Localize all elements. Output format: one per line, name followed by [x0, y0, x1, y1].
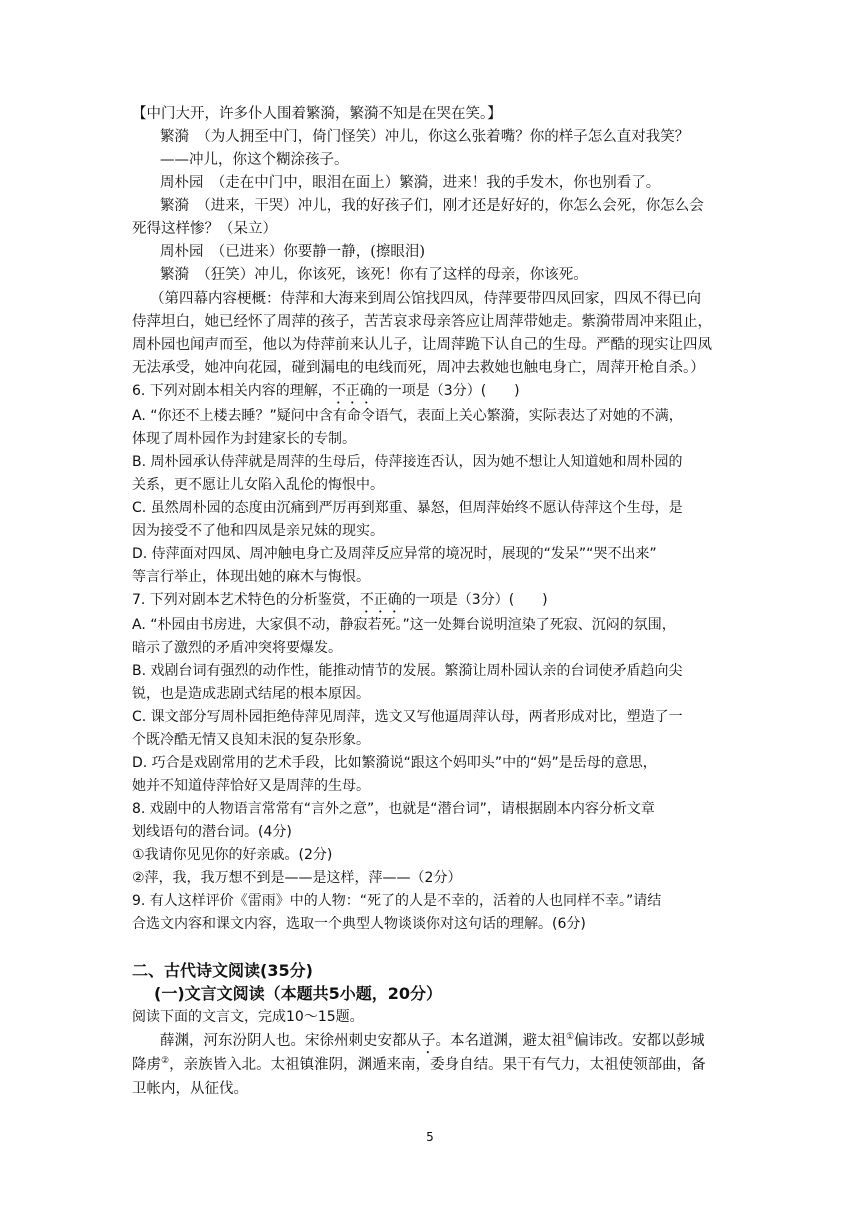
- option-d-line: 她并不知道侍萍恰好又是周萍的生母。: [132, 778, 370, 794]
- subsection-title: (一)文言文阅读（本题共5小题，20分）: [154, 984, 443, 1003]
- option-a-line: 体现了周朴园作为封建家长的专制。: [132, 431, 356, 447]
- option-d-line: 等言行举止，体现出她的麻木与悔恨。: [132, 569, 370, 585]
- script-line: 周朴园 （已进来）你要静一静，(擦眼泪): [160, 244, 426, 260]
- option-b-line: 锐，也是造成悲剧式结尾的根本原因。: [132, 686, 370, 702]
- script-line: 周朴园 （走在中门中，眼泪在面上）繁漪，进来！我的手发木，你也别看了。: [160, 175, 661, 191]
- option-b-line: B. 周朴园承认侍萍就是周萍的生母后，侍萍接连否认，因为她不想让人知道她和周朴园的: [132, 454, 683, 470]
- reading-instruction: 阅读下面的文言文，完成10～15题。: [132, 1009, 364, 1025]
- question-9: 合选文内容和课文内容，选取一个典型人物谈谈你对这句话的理解。(6分): [132, 916, 586, 932]
- emphasis-text: 不正确: [359, 592, 402, 608]
- option-b-line: 关系，更不愿让儿女陷入乱伦的悔恨中。: [132, 477, 384, 493]
- question-9: 9. 有人这样评价《雷雨》中的人物：“死了的人是不幸的，活着的人也同样不幸。”请结: [132, 893, 662, 909]
- script-line: 繁漪 （狂笑）冲儿，你该死，该死！你有了这样的母亲，你该死。: [160, 267, 588, 283]
- question-6: [132, 380, 732, 402]
- option-c-line: 因为接受不了他和四凤是亲兄妹的现实。: [132, 523, 384, 539]
- question-8-item: ②萍，我，我万想不到是——是这样，萍——（2分）: [132, 870, 462, 886]
- question-text: 7. 下列对剧本艺术特色的分析鉴赏，: [132, 592, 360, 608]
- option-c-line: 个既冷酷无情又良知未泯的复杂形象。: [132, 732, 370, 748]
- script-line: ——冲儿，你这个糊涂孩子。: [160, 152, 349, 168]
- script-line: 繁漪 （为人拥至中门，倚门怪笑）冲儿，你这么张着嘴？你的样子怎么直对我笑？: [160, 129, 690, 145]
- script-line: 繁漪 （进来，干哭）冲儿，我的好孩子们，刚才还是好好的，你怎么会死，你怎么会: [160, 198, 704, 214]
- classical-text-line: [132, 1054, 732, 1076]
- summary-line: （第四幕内容梗概：侍萍和大海来到周公馆找四凤，侍萍要带四凤回家，四凤不得已向: [150, 291, 701, 307]
- emphasis-text: 不正确: [331, 383, 374, 399]
- classical-text-line: 卫帐内，从征伐。: [132, 1081, 248, 1097]
- question-7: [132, 589, 732, 611]
- option-a-line: 暗示了激烈的矛盾冲突将要爆发。: [132, 640, 342, 656]
- page-number: 5: [426, 1130, 434, 1144]
- footnote-marker: ②: [161, 1056, 170, 1067]
- option-c-line: C. 课文部分写周朴园拒绝侍萍见周萍，选文又写他逼周萍认母，两者形成对比，塑造了一: [132, 709, 683, 725]
- emphasis-text: 子: [421, 1033, 436, 1049]
- text-span: ，亲族皆入北。太祖镇淮阴，渊遁来南，委身自结。果干有气力，太祖使领部曲，备: [169, 1057, 706, 1073]
- text-span: 。本名道渊，避太祖: [435, 1033, 566, 1049]
- question-8: 划线语句的潜台词。(4分): [132, 824, 292, 840]
- option-a-line: A. “朴园由书房进，大家俱不动，静寂若死。”这一处舞台说明渲染了死寂、沉闷的氛围，: [132, 617, 676, 633]
- footnote-marker: ①: [566, 1032, 575, 1043]
- question-8-item: ①我请你见见你的好亲戚。(2分): [132, 847, 333, 863]
- section-title: 二、古代诗文阅读(35分): [132, 961, 313, 980]
- option-b-line: B. 戏剧台词有强烈的动作性，能推动情节的发展。繁漪让周朴园认亲的台词使矛盾趋向尖: [132, 663, 683, 679]
- option-d-line: D. 巧合是戏剧常用的艺术手段，比如繁漪说“跟这个妈叩头”中的“妈”是岳母的意思，: [132, 755, 657, 771]
- question-8: 8. 戏剧中的人物语言常常有“言外之意”，也就是“潜台词”，请根据剧本内容分析文章: [132, 801, 655, 817]
- summary-line: 侍萍坦白，她已经怀了周萍的孩子，苦苦哀求母亲答应让周萍带她走。紫漪带周冲来阻止，: [132, 314, 712, 330]
- question-text: 6. 下列对剧本相关内容的理解，: [132, 383, 332, 399]
- classical-text-line: [160, 1030, 760, 1052]
- question-text: 的一项是（3分）( ): [401, 592, 548, 608]
- option-d-line: D. 侍萍面对四凤、周冲触电身亡及周萍反应异常的境况时，展现的“发呆”“哭不出来”: [132, 546, 657, 562]
- summary-line: 周朴园也闻声而至，他以为侍萍前来认儿子，让周萍跪下认自己的生母。严酷的现实让四凤: [132, 337, 712, 353]
- option-a-line: A. “你还不上楼去睡？”疑问中含有命令语气，表面上关心繁漪，实际表达了对她的不满，: [132, 408, 683, 424]
- summary-line: 无法承受，她冲向花园，碰到漏电的电线而死，周冲去救她也触电身亡，周萍开枪自杀。）: [132, 360, 705, 376]
- question-text: 的一项是（3分）( ): [373, 383, 520, 399]
- text-span: 薛渊，河东汾阴人也。宋徐州刺史安都从: [160, 1033, 421, 1049]
- text-span: 偏讳改。安都以彭城: [574, 1033, 705, 1049]
- text-span: 降虏: [132, 1057, 161, 1073]
- stage-direction: 【中门大开，许多仆人围着繁漪，繁漪不知是在哭在笑。】: [132, 106, 502, 122]
- script-line: 死得这样惨？（呆立）: [132, 221, 277, 237]
- option-c-line: C. 虽然周朴园的态度由沉痛到严厉再到郑重、暴怒，但周萍始终不愿认侍萍这个生母，是: [132, 500, 683, 516]
